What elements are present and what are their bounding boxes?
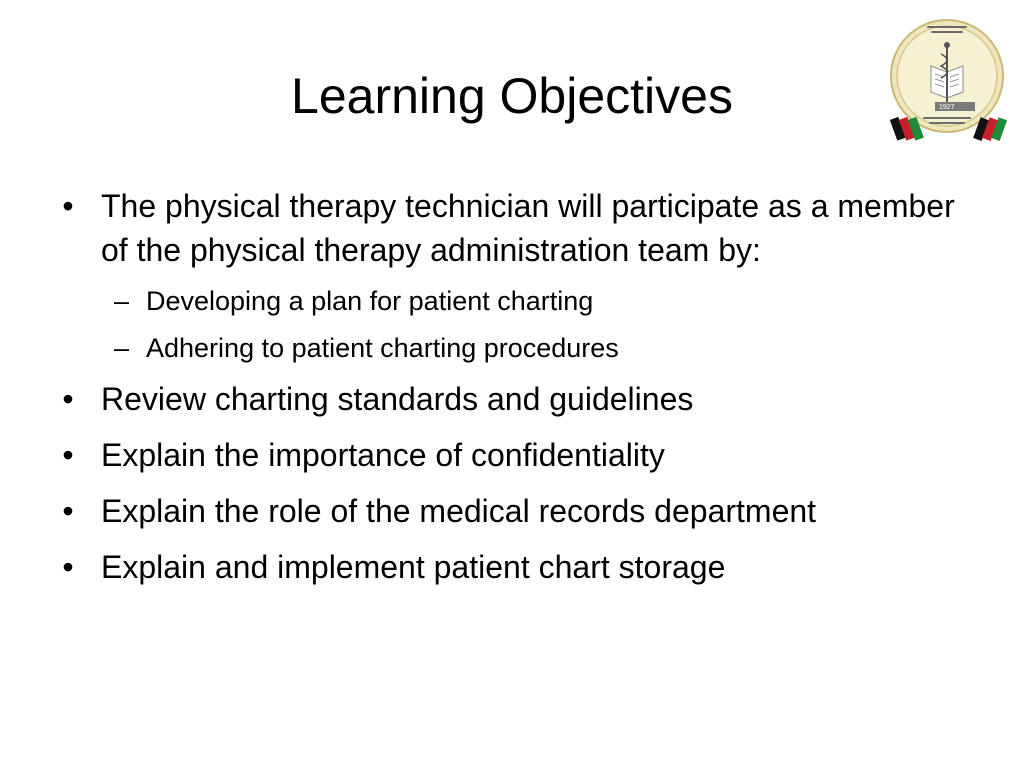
bullet-text: Explain and implement patient chart storage: [101, 549, 726, 585]
bullet-dot: •: [62, 437, 74, 473]
sub-bullet-item: [58, 329, 978, 367]
bullet-text: Review charting standards and guidelines: [101, 381, 694, 417]
bullet-dot: •: [62, 188, 74, 224]
bullet-item: [58, 184, 978, 272]
bullet-text: Explain the role of the medical records department: [101, 493, 817, 529]
sub-bullet-list: [58, 282, 978, 367]
bullet-text: Explain the importance of confidentiality: [101, 437, 665, 473]
medical-institute-seal-icon: [887, 14, 1017, 146]
bullet-dot: •: [62, 493, 74, 529]
slide-body: [58, 184, 978, 601]
bullet-item: [58, 489, 978, 533]
sub-bullet-text: Adhering to patient charting procedures: [146, 333, 619, 363]
bullet-item: [58, 545, 978, 589]
bullet-dot: •: [62, 549, 74, 585]
sub-bullet-dash: –: [114, 333, 130, 363]
bullet-item: [58, 433, 978, 477]
bullet-text: The physical therapy technician will participate as a member of the physical therapy administration team by:: [101, 188, 955, 268]
logo-year: 1927: [939, 104, 955, 111]
sub-bullet-text: Developing a plan for patient charting: [146, 286, 594, 316]
bullet-item: [58, 377, 978, 421]
sub-bullet-item: [58, 282, 978, 320]
sub-bullet-dash: –: [114, 286, 130, 316]
bullet-dot: •: [62, 381, 74, 417]
slide-title: Learning Objectives: [291, 68, 733, 124]
